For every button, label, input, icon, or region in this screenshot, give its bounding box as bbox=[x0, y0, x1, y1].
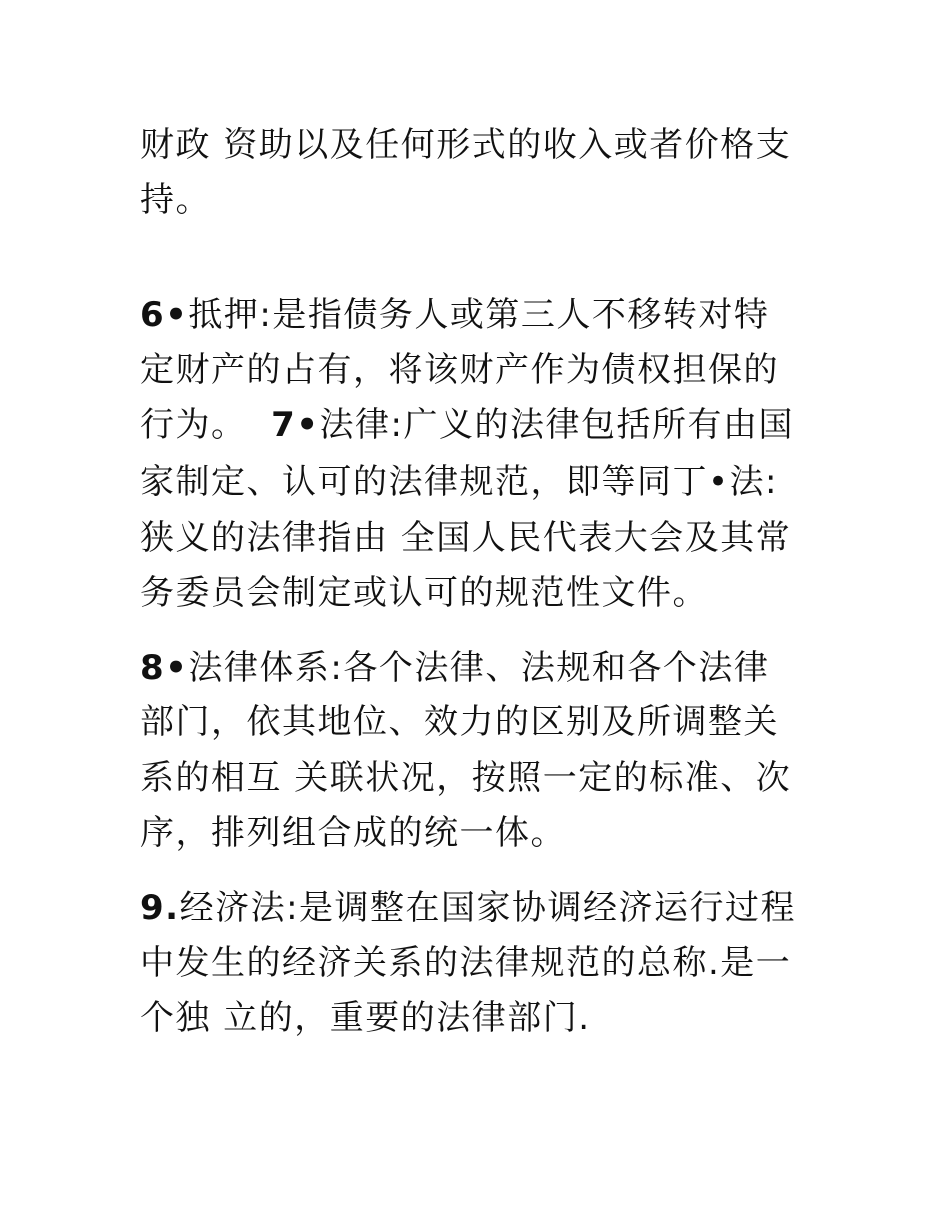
text-line: 个独 立的，重要的法律部门. bbox=[140, 998, 591, 1038]
item-number: 9. bbox=[140, 888, 180, 928]
text-line-item-6: 6•抵押:是指债务人或第三人不移转对特 bbox=[140, 295, 770, 335]
text-line-item-7: 行为。 7•法律:广义的法律包括所有由国 bbox=[140, 405, 794, 445]
text-line: 系的相互 关联状况，按照一定的标准、次 bbox=[140, 758, 792, 798]
text-line: 序，排列组合成的统一体。 bbox=[140, 813, 566, 853]
item-number: 7• bbox=[271, 405, 320, 445]
text-line: 财政 资助以及任何形式的收入或者价格支 bbox=[140, 125, 792, 165]
text-line-item-9: 9.经济法:是调整在国家协调经济运行过程 bbox=[140, 888, 797, 928]
text-line-item-8: 8•法律体系:各个法律、法规和各个法律 bbox=[140, 648, 770, 688]
text-line: 持。 bbox=[140, 180, 211, 220]
text-line: 家制定、认可的法律规范，即等同丁•法: bbox=[140, 462, 779, 502]
item-number: 8• bbox=[140, 648, 189, 688]
text-line: 务委员会制定或认可的规范性文件。 bbox=[140, 573, 708, 613]
text-line: 部门，依其地位、效力的区别及所调整关 bbox=[140, 702, 779, 742]
text-line: 定财产的占有，将该财产作为债权担保的 bbox=[140, 350, 779, 390]
item-number: 6• bbox=[140, 295, 189, 335]
text-line: 中发生的经济关系的法律规范的总称.是一 bbox=[140, 943, 792, 983]
text-line: 狭义的法律指由 全国人民代表大会及其常 bbox=[140, 518, 792, 558]
